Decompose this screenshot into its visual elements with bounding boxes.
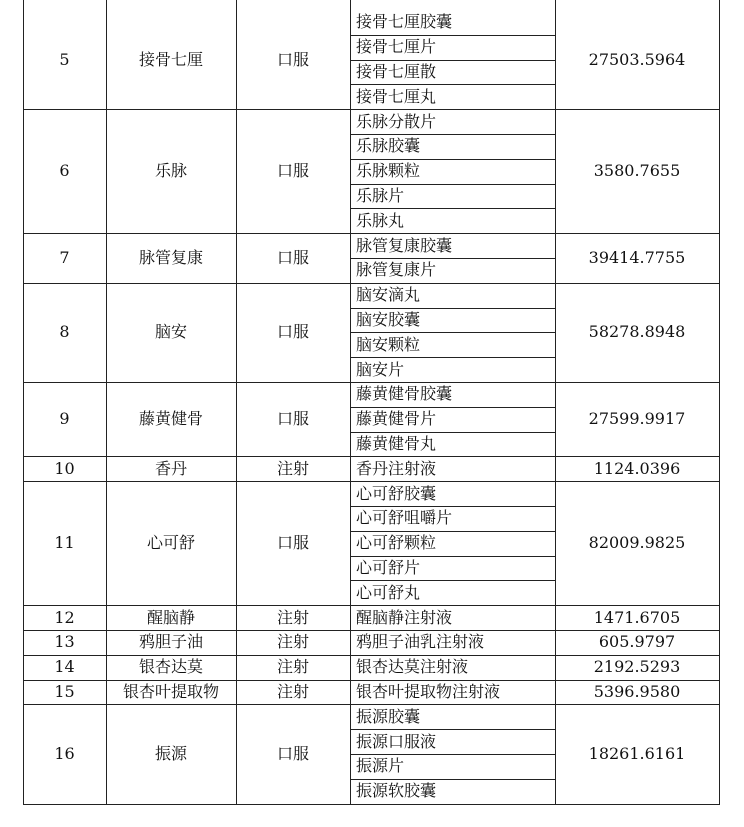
administration-route: 口服: [276, 533, 309, 553]
row-number: 11: [54, 533, 75, 553]
dosage-form: 银杏达莫注射液: [356, 657, 469, 677]
dosage-form: 脑安滴丸: [356, 285, 421, 305]
row-number: 9: [59, 409, 70, 429]
amount-value: 27599.9917: [588, 409, 686, 429]
dosage-form: 心可舒丸: [356, 582, 421, 602]
amount-value: 1471.6705: [593, 607, 681, 627]
administration-route: 口服: [276, 49, 309, 69]
dosage-form: 接骨七厘胶囊: [356, 12, 453, 32]
row-number: 5: [59, 49, 70, 69]
row-border: [350, 60, 555, 61]
row-border: [350, 84, 555, 85]
row-border: [350, 208, 555, 209]
row-border: [350, 580, 555, 581]
dosage-form: 脉管复康胶囊: [356, 235, 453, 255]
row-number: 12: [54, 607, 75, 627]
row-number: 16: [54, 743, 75, 763]
dosage-form: 乐脉胶囊: [356, 136, 421, 156]
column-border: [23, 0, 24, 805]
drug-name: 心可舒: [146, 533, 195, 553]
drug-name: 银杏叶提取物: [122, 681, 219, 701]
dosage-form: 藤黄健骨胶囊: [356, 384, 453, 404]
drug-name: 脑安: [154, 322, 187, 342]
dosage-form: 心可舒片: [356, 557, 421, 577]
administration-route: 口服: [276, 409, 309, 429]
dosage-form: 鸦胆子油乳注射液: [356, 632, 485, 652]
row-border: [350, 35, 555, 36]
column-border: [106, 0, 107, 805]
row-border: [350, 308, 555, 309]
row-number: 15: [54, 681, 75, 701]
amount-value: 5396.9580: [593, 681, 681, 701]
drug-name: 振源: [154, 743, 187, 763]
column-border: [555, 0, 556, 805]
administration-route: 注射: [276, 458, 309, 478]
dosage-form: 振源片: [356, 756, 405, 776]
amount-value: 18261.6161: [588, 743, 686, 763]
row-number: 8: [59, 322, 70, 342]
row-border: [350, 357, 555, 358]
row-number: 14: [54, 657, 75, 677]
row-border: [350, 332, 555, 333]
row-border: [350, 531, 555, 532]
row-number: 13: [54, 632, 75, 652]
row-number: 10: [54, 458, 75, 478]
row-border: [350, 407, 555, 408]
amount-value: 2192.5293: [593, 657, 681, 677]
dosage-form: 心可舒咀嚼片: [356, 508, 453, 528]
row-border: [350, 184, 555, 185]
row-border: [350, 729, 555, 730]
dosage-form: 醒脑静注射液: [356, 607, 453, 627]
column-border: [350, 0, 351, 805]
dosage-form: 接骨七厘散: [356, 61, 437, 81]
drug-name: 醒脑静: [146, 607, 195, 627]
dosage-form: 乐脉片: [356, 185, 405, 205]
drug-name: 香丹: [154, 458, 187, 478]
row-border: [350, 159, 555, 160]
administration-route: 口服: [276, 247, 309, 267]
administration-route: 口服: [276, 161, 309, 181]
dosage-form: 振源胶囊: [356, 706, 421, 726]
drug-name: 接骨七厘: [138, 49, 203, 69]
dosage-form: 接骨七厘片: [356, 37, 437, 57]
row-border: [350, 754, 555, 755]
row-border: [350, 779, 555, 780]
row-border: [350, 134, 555, 135]
dosage-form: 藤黄健骨丸: [356, 433, 437, 453]
drug-name: 乐脉: [154, 161, 187, 181]
administration-route: 注射: [276, 681, 309, 701]
row-border: [350, 556, 555, 557]
dosage-form: 接骨七厘丸: [356, 86, 437, 106]
dosage-form: 银杏叶提取物注射液: [356, 681, 501, 701]
administration-route: 注射: [276, 657, 309, 677]
administration-route: 口服: [276, 743, 309, 763]
dosage-form: 脑安胶囊: [356, 309, 421, 329]
amount-value: 1124.0396: [593, 458, 681, 478]
column-border: [719, 0, 720, 805]
amount-value: 27503.5964: [588, 49, 686, 69]
amount-value: 82009.9825: [588, 533, 686, 553]
amount-value: 39414.7755: [588, 247, 686, 267]
amount-value: 3580.7655: [593, 161, 681, 181]
row-border: [350, 258, 555, 259]
dosage-form: 心可舒胶囊: [356, 483, 437, 503]
dosage-form: 乐脉颗粒: [356, 161, 421, 181]
dosage-form: 乐脉分散片: [356, 111, 437, 131]
dosage-form: 振源软胶囊: [356, 781, 437, 801]
drug-name: 藤黄健骨: [138, 409, 203, 429]
dosage-form: 脑安颗粒: [356, 334, 421, 354]
column-border: [236, 0, 237, 805]
row-border: [350, 506, 555, 507]
row-border: [350, 432, 555, 433]
dosage-form: 脉管复康片: [356, 260, 437, 280]
dosage-form: 乐脉丸: [356, 210, 405, 230]
drug-name: 脉管复康: [138, 247, 203, 267]
dosage-form: 脑安片: [356, 359, 405, 379]
row-number: 6: [59, 161, 70, 181]
dosage-form: 振源口服液: [356, 731, 437, 751]
drug-name: 银杏达莫: [138, 657, 203, 677]
dosage-form: 藤黄健骨片: [356, 409, 437, 429]
administration-route: 口服: [276, 322, 309, 342]
dosage-form: 香丹注射液: [356, 458, 437, 478]
row-number: 7: [59, 247, 70, 267]
drug-name: 鸦胆子油: [138, 632, 203, 652]
row-border: [23, 804, 719, 805]
amount-value: 58278.8948: [588, 322, 686, 342]
administration-route: 注射: [276, 632, 309, 652]
dosage-form: 心可舒颗粒: [356, 533, 437, 553]
administration-route: 注射: [276, 607, 309, 627]
amount-value: 605.9797: [598, 632, 676, 652]
